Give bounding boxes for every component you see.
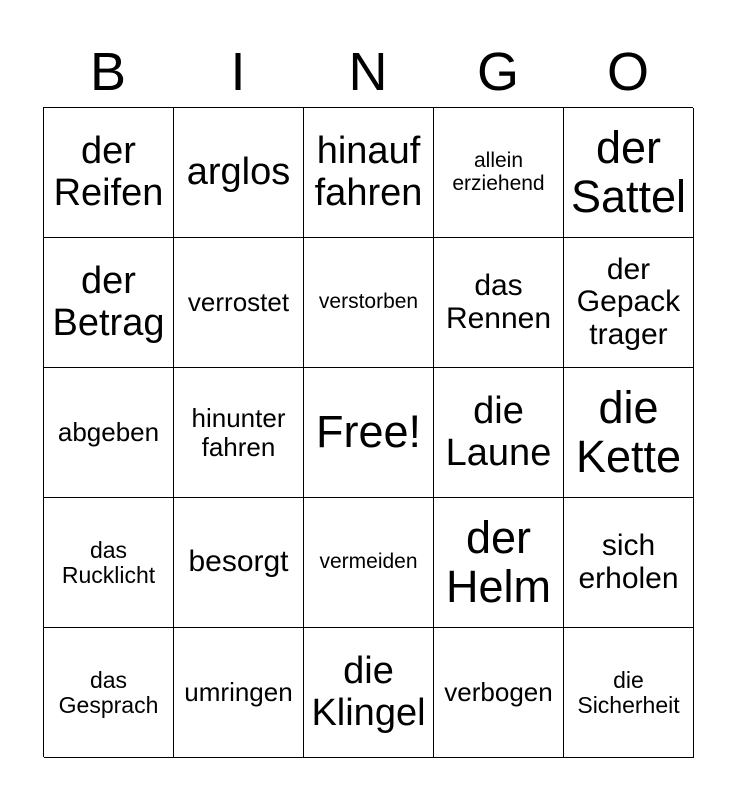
bingo-cell	[304, 498, 434, 628]
cell-text: die Klingel	[311, 650, 426, 734]
bingo-header	[43, 40, 693, 104]
bingo-cell	[174, 108, 304, 238]
header-letter-n: N	[348, 42, 388, 102]
cell-text: hinauf fahren	[314, 130, 423, 214]
cell-text: hinunter fahren	[191, 403, 286, 462]
cell-text: verbogen	[444, 677, 553, 708]
header-letter-b: B	[89, 42, 127, 102]
free-space	[304, 368, 434, 498]
cell-text: die Laune	[445, 390, 552, 474]
bingo-cell	[44, 108, 174, 238]
bingo-cell	[564, 628, 694, 758]
cell-text: umringen	[184, 677, 293, 708]
cell-text: das Rucklicht	[61, 536, 156, 588]
bingo-cell	[564, 498, 694, 628]
bingo-cell	[174, 368, 304, 498]
bingo-cell	[304, 108, 434, 238]
cell-text: die Sicherheit	[577, 666, 680, 718]
bingo-cell	[304, 238, 434, 368]
header-letter-i: I	[230, 42, 246, 102]
bingo-cell	[44, 368, 174, 498]
bingo-cell	[434, 628, 564, 758]
bingo-cell	[174, 498, 304, 628]
cell-text: verstorben	[318, 290, 419, 314]
bingo-board	[43, 107, 693, 757]
bingo-cell	[434, 238, 564, 368]
cell-text: abgeben	[57, 417, 160, 448]
header-letter-o: O	[606, 42, 649, 102]
cell-text: besorgt	[188, 545, 289, 579]
bingo-cell	[434, 368, 564, 498]
header-letter-g: G	[476, 42, 519, 102]
bingo-cell	[434, 108, 564, 238]
cell-text: arglos	[186, 150, 291, 193]
bingo-cell	[564, 368, 694, 498]
cell-text: sich erholen	[578, 529, 679, 595]
cell-text: verrostet	[187, 287, 290, 318]
cell-text: vermeiden	[319, 550, 418, 574]
cell-text: allein erziehend	[452, 148, 545, 195]
cell-text: der Betrag	[52, 260, 165, 344]
cell-text: der Reifen	[53, 130, 164, 214]
bingo-cell	[44, 498, 174, 628]
bingo-cell	[174, 238, 304, 368]
bingo-cell	[304, 628, 434, 758]
free-space-text: Free!	[315, 406, 422, 458]
cell-text: die Kette	[575, 381, 682, 482]
cell-text: das Gesprach	[58, 666, 159, 718]
bingo-cell	[44, 628, 174, 758]
bingo-cell	[564, 238, 694, 368]
bingo-cell	[434, 498, 564, 628]
bingo-cell	[564, 108, 694, 238]
bingo-cell	[174, 628, 304, 758]
bingo-cell	[44, 238, 174, 368]
cell-text: der Sattel	[570, 121, 687, 222]
cell-text: das Rennen	[445, 269, 552, 335]
cell-text: der Gepack trager	[576, 252, 681, 351]
cell-text: der Helm	[445, 511, 551, 612]
